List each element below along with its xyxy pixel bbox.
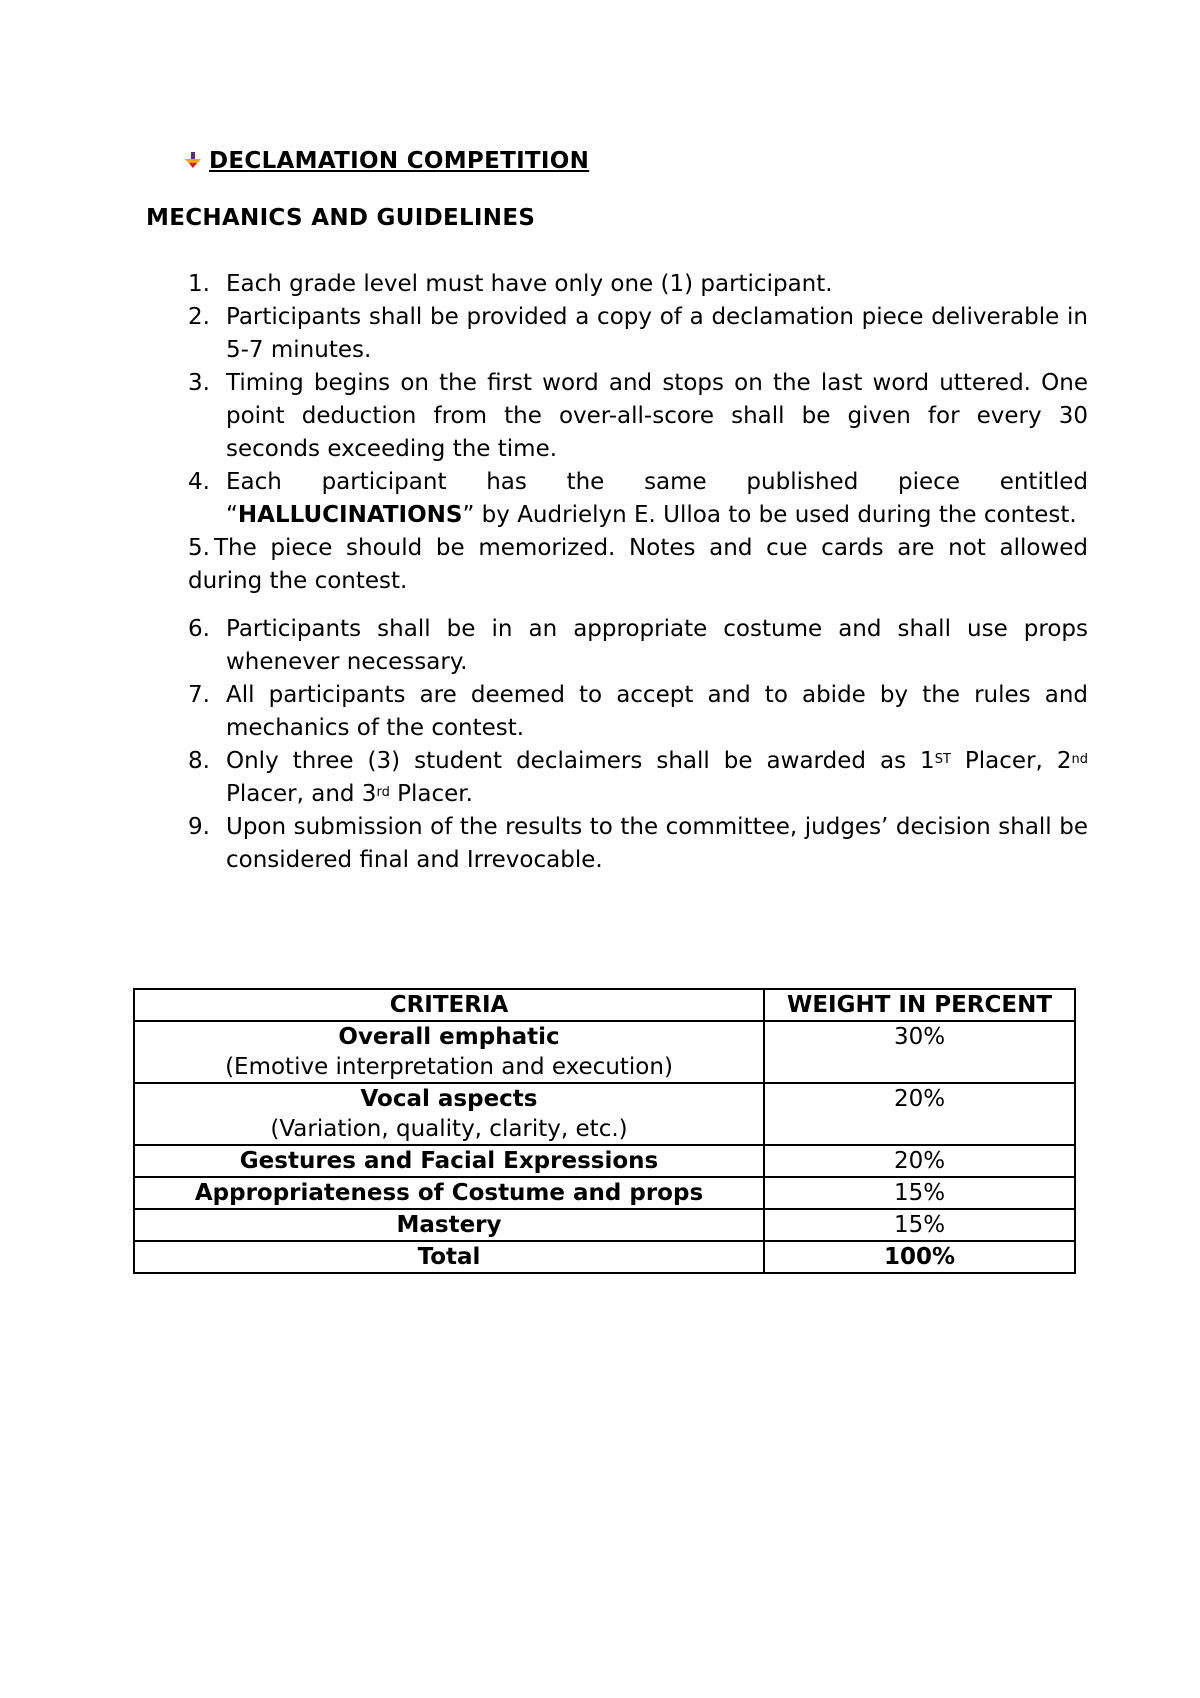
table-row — [134, 1021, 1075, 1083]
criterion-detail: (Variation, quality, clarity, etc.) — [270, 1116, 628, 1142]
weight-cell: 30% — [764, 1021, 1075, 1083]
criterion-cell — [134, 1021, 764, 1083]
rule-number: 5. — [188, 535, 210, 561]
rule-item — [188, 745, 1088, 811]
rule-item — [188, 301, 1088, 367]
criterion-name: Gestures and Facial Expressions — [134, 1145, 764, 1177]
total-weight: 100% — [764, 1241, 1075, 1273]
rules-list — [188, 268, 1088, 877]
weight-cell: 15% — [764, 1209, 1075, 1241]
superscript: ST — [934, 752, 951, 767]
rule-item — [188, 811, 1088, 877]
rule-text: All participants are deemed to accept and to abide by the rules and mechanics of the contest. — [226, 682, 1088, 741]
rule-number: 1. — [188, 271, 210, 297]
criteria-table — [133, 988, 1076, 1274]
table-row — [134, 1177, 1075, 1209]
rule-text-post: ” by Audrielyn E. Ulloa to be used during the contest. — [462, 502, 1077, 528]
total-row — [134, 1241, 1075, 1273]
criterion-name: Overall emphatic — [338, 1024, 560, 1050]
criterion-detail: (Emotive interpretation and execution) — [225, 1054, 673, 1080]
section-heading: MECHANICS AND GUIDELINES — [146, 205, 536, 231]
rule-item — [188, 268, 1088, 301]
superscript: rd — [376, 785, 390, 800]
rule-item — [188, 679, 1088, 745]
rule-text-d: Placer. — [389, 781, 473, 807]
rule-item — [188, 466, 1088, 532]
rule-item — [188, 613, 1088, 679]
rule-number: 4. — [188, 469, 210, 495]
table-row — [134, 1145, 1075, 1177]
header-criteria: CRITERIA — [134, 989, 764, 1021]
rule-text: The piece should be memorized. Notes and cue cards are not allowed during the contest. — [188, 535, 1088, 594]
table-row — [134, 1209, 1075, 1241]
document-title: DECLAMATION COMPETITION — [209, 148, 590, 174]
rule-text-c: Placer, and 3 — [226, 781, 377, 807]
rule-text: Each grade level must have only one (1) participant. — [226, 271, 833, 297]
superscript: nd — [1071, 752, 1088, 767]
criterion-name: Appropriateness of Costume and props — [134, 1177, 764, 1209]
piece-title: HALLUCINATIONS — [237, 502, 463, 528]
rule-text: Timing begins on the first word and stops on the last word uttered. One point deduction from the over-all-score shall be given for every 30 seconds exceeding the time. — [226, 370, 1088, 462]
criterion-name: Mastery — [134, 1209, 764, 1241]
rule-number: 7. — [188, 682, 210, 708]
weight-cell: 20% — [764, 1083, 1075, 1145]
rule-item — [188, 532, 1088, 598]
rule-number: 3. — [188, 370, 210, 396]
header-weight: WEIGHT IN PERCENT — [764, 989, 1075, 1021]
rule-text: Upon submission of the results to the committee, judges’ decision shall be considered final and Irrevocable. — [226, 814, 1088, 873]
rule-text: Participants shall be in an appropriate costume and shall use props whenever necessary. — [226, 616, 1088, 675]
table-header-row — [134, 989, 1075, 1021]
rule-number: 9. — [188, 814, 210, 840]
table-row — [134, 1083, 1075, 1145]
criterion-cell — [134, 1083, 764, 1145]
weight-cell: 20% — [764, 1145, 1075, 1177]
rule-item — [188, 367, 1088, 466]
criterion-name: Vocal aspects — [360, 1086, 538, 1112]
total-label: Total — [134, 1241, 764, 1273]
rule-number: 6. — [188, 616, 210, 642]
title-line — [183, 145, 589, 177]
rule-text-b: Placer, 2 — [950, 748, 1072, 774]
rule-text: Participants shall be provided a copy of a declamation piece deliverable in 5-7 minutes. — [226, 304, 1088, 363]
weight-cell: 15% — [764, 1177, 1075, 1209]
rule-text-pre: Each participant has the same published piece entitled “ — [226, 469, 1088, 528]
rule-number: 8. — [188, 748, 210, 774]
rule-text-a: Only three (3) student declaimers shall be awarded as 1 — [226, 748, 935, 774]
arrow-down-bullet-icon — [183, 151, 203, 171]
rule-number: 2. — [188, 304, 210, 330]
